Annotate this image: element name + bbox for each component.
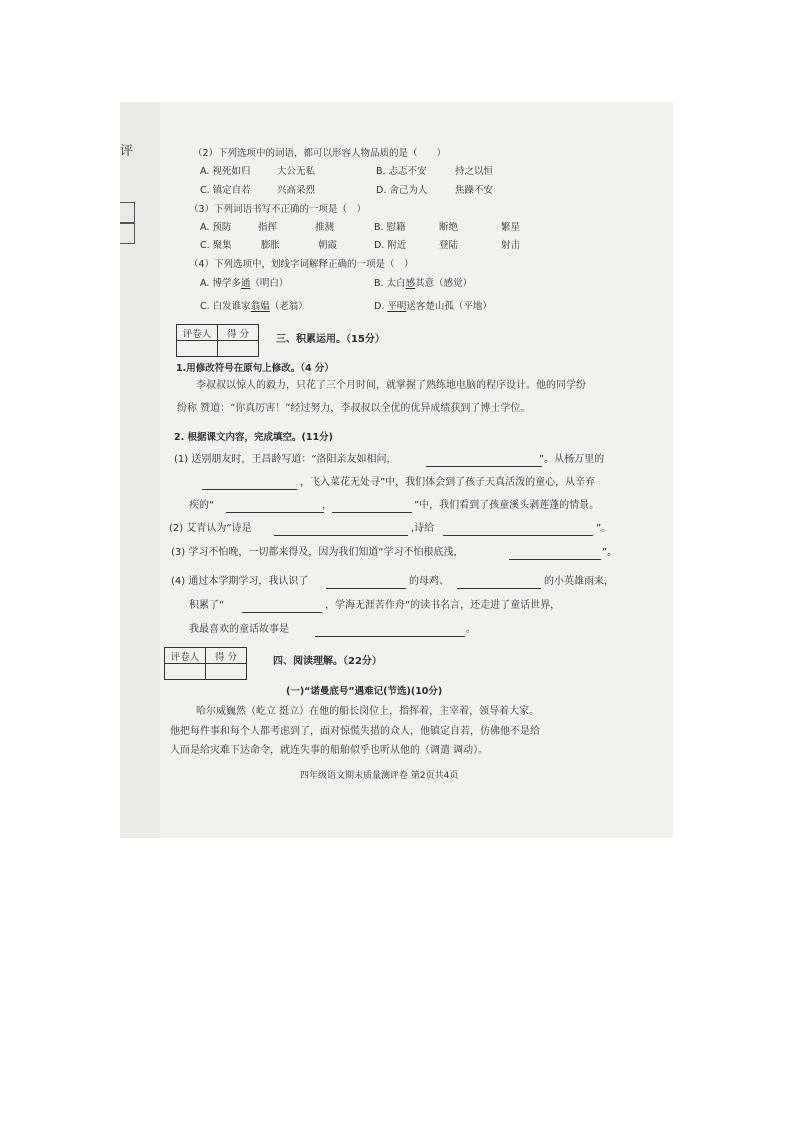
q4-c-pre: C. 白发谁家 (200, 301, 251, 312)
fill4-b: 的母鸡、 (409, 576, 449, 587)
q3-a1: A. 预防 (200, 222, 232, 233)
fill1-blank-4[interactable] (332, 512, 412, 513)
fill4-blank-2[interactable] (457, 588, 541, 589)
q4-b-post: 其意（感觉） (415, 278, 473, 289)
fill3-b: ”。 (602, 547, 618, 558)
grader-reviewer-label: 评卷人 (165, 648, 206, 664)
q4-a-post: （明白） (250, 278, 289, 289)
sec3-q2-title: 2. 根据课文内容，完成填空。(11分) (174, 432, 333, 443)
sec3-q1-line1: 李叔叔以惊人的毅力，只花了三个月时间，就掌握了熟练地电脑的程序设计。他的同学纷 (196, 380, 586, 391)
q2-b-label: B. 忐忑不安 (376, 166, 427, 177)
grader-reviewer-cell[interactable] (177, 341, 218, 357)
q4-a-pre: A. 博学多 (200, 278, 241, 289)
fill1-blank-1[interactable] (426, 466, 542, 467)
q3-b3: 繁星 (501, 222, 521, 233)
fill4-blank-1[interactable] (326, 588, 406, 589)
q3-c2: 膨胀 (261, 240, 281, 251)
q3-c1: C. 聚集 (200, 240, 232, 251)
grader-score-label: 得 分 (206, 648, 247, 664)
prev-page-glyph: 评 (120, 144, 134, 159)
passage-line-1: 哈尔威巍然（屹立 挺立）在他的船长岗位上，指挥着，主宰着，领导着大家。 (196, 706, 540, 717)
q4-option-c (200, 302, 308, 312)
section4-title: 四、阅读理解。（22分） (273, 656, 382, 667)
fill3-blank[interactable] (509, 559, 601, 560)
prev-page-box (120, 202, 135, 224)
fill1-blank-2[interactable] (202, 489, 297, 490)
q2-d-word: 焦躁不安 (455, 185, 494, 196)
passage-line-3: 人而是给灾难下达命令，就连失事的船舶似乎也听从他的（调遣 调动）。 (170, 745, 489, 756)
q2-a-word: 大公无私 (277, 166, 316, 177)
fill4-d: 积累了“ (189, 600, 225, 611)
fill2-b: ,诗给 (411, 523, 435, 534)
grader-reviewer-label: 评卷人 (177, 325, 218, 341)
q3-d1: D. 附近 (374, 240, 407, 251)
q4-d-post: 送客楚山孤（平地） (406, 301, 492, 312)
fill4-g: 。 (466, 624, 476, 635)
fill4-blank-3[interactable] (242, 612, 322, 613)
fill4-c: 的小英雄雨来， (544, 576, 614, 587)
q4-option-d (374, 302, 492, 312)
sec3-q1-title: 1.用修改符号在原句上修改。（4 分） (176, 363, 334, 374)
fill2-c: ”。 (596, 523, 612, 534)
fill2-blank-2[interactable] (443, 535, 593, 536)
q4-option-a (200, 279, 288, 289)
q4-c-underlined: 翁媪 (250, 301, 270, 312)
q3-b2: 断绝 (439, 222, 459, 233)
grader-score-cell[interactable] (206, 664, 247, 680)
q2-a-label: A. 视死如归 (200, 166, 251, 177)
grader-score-label: 得 分 (218, 325, 259, 341)
fill1-blank-3[interactable] (226, 512, 324, 513)
fill1-b: ”。从杨万里的 (539, 454, 605, 465)
fill2-blank-1[interactable] (274, 535, 408, 536)
page-footer: 四年级语文期末质量测评卷 第2页共4页 (300, 771, 459, 781)
q4-b-underlined: 感 (405, 278, 416, 289)
exam-sheet (160, 102, 673, 838)
q4-a-underlined: 通 (240, 278, 251, 289)
fill2-a: (2) 艾青认为“诗是 (169, 523, 252, 534)
q3-a2: 指挥 (258, 222, 278, 233)
q2-c-label: C. 镇定自若 (200, 185, 251, 196)
q2-d-label: D. 舍己为人 (376, 185, 428, 196)
prev-page-box (120, 222, 135, 244)
q2-c-word: 兴高采烈 (277, 185, 316, 196)
q4-c-post: （老翁） (269, 301, 308, 312)
fill1-e: ， (322, 500, 332, 511)
q4-d-underlined: 平明 (387, 301, 407, 312)
q4-d-pre: D. (374, 301, 388, 312)
passage-title: (一)“诺曼底号”遇难记(节选)(10分) (286, 686, 443, 697)
fill1-c: ，飞入菜花无处寻”中，我们体会到了孩子天真活泼的童心，从辛弃 (300, 477, 596, 488)
q3-d2: 登陆 (439, 240, 459, 251)
q4-b-pre: B. 太白 (374, 278, 406, 289)
grader-reviewer-cell[interactable] (165, 664, 206, 680)
q4-option-b (374, 279, 472, 289)
sec3-q1-line2: 纷称 赞道：“你真厉害！”经过努力，李叔叔以全优的优异成绩获到了博士学位。 (177, 403, 531, 414)
fill1-a: (1) 送别朋友时，王昌龄写道：“洛阳亲友如相问， (174, 454, 397, 465)
fill1-d: 疾的“ (189, 500, 215, 511)
q3-d3: 射击 (501, 240, 521, 251)
grader-box-section4 (164, 647, 247, 680)
fill4-a: (4) 通过本学期学习，我认识了 (171, 576, 309, 587)
grader-score-cell[interactable] (218, 341, 259, 357)
q2-stem: （2）下列选项中的词语，都可以形容人物品质的是（ ） (193, 148, 447, 159)
passage-line-2: 他把每件事和每个人都考虑到了，面对惊慌失措的众人，他镇定自若，仿佛他不是给 (170, 726, 540, 737)
q4-stem: （4）下列选项中，划线字词解释正确的一项是（ ） (189, 259, 414, 270)
exam-photo (120, 102, 673, 838)
previous-page-edge (120, 102, 160, 838)
q3-c3: 朝霞 (318, 240, 338, 251)
q3-b1: B. 慰籍 (374, 222, 406, 233)
fill3-a: (3) 学习不怕晚，一切都来得及，因为我们知道“学习不怕根底浅， (171, 547, 464, 558)
section3-title: 三、积累运用。（15分） (276, 334, 385, 345)
fill4-blank-4[interactable] (315, 636, 465, 637)
grader-box-section3 (176, 324, 259, 357)
q3-stem: （3）下列词语书写不正确的一项是（ ） (189, 204, 367, 215)
fill4-e: ，学海无涯苦作舟”的读书名言，还走进了童话世界， (325, 600, 561, 611)
q2-b-word: 持之以恒 (455, 166, 494, 177)
fill1-f: ”中，我们看到了孩童溪头剥莲蓬的情景。 (414, 500, 600, 511)
q3-a3: 推测 (315, 222, 335, 233)
fill4-f: 我最喜欢的童话故事是 (189, 624, 289, 635)
